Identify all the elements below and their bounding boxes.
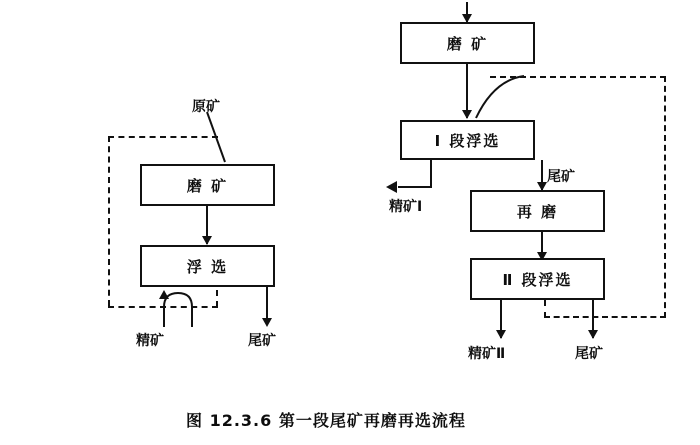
left-box-grind: 磨 矿	[140, 164, 275, 206]
right-arrow-conc2	[496, 330, 506, 339]
right-dashed-bottom-stub	[544, 300, 546, 318]
right-dashed-bottom-horizontal	[544, 316, 666, 318]
right-box-grind: 磨 矿	[400, 22, 535, 64]
right-tail1-label: 尾矿	[547, 169, 575, 185]
left-tailing-label: 尾矿	[248, 333, 276, 349]
left-concentrate-label: 精矿	[136, 333, 164, 349]
right-conc1-down	[430, 160, 432, 188]
left-arrow-grind-float	[202, 236, 212, 245]
right-recycle-inflow-curve	[468, 74, 528, 122]
left-dashed-right-stub	[216, 290, 218, 307]
left-arrow-concentrate	[159, 290, 169, 299]
right-dashed-top-horizontal	[490, 76, 666, 78]
right-conc2-label: 精矿Ⅱ	[468, 346, 506, 362]
right-conc1-label: 精矿Ⅰ	[389, 199, 423, 215]
right-conc1-left	[398, 186, 431, 188]
right-arrow-tail2	[588, 330, 598, 339]
right-arrow-conc1	[386, 180, 402, 194]
left-dashed-bottom-horizontal	[108, 306, 218, 308]
right-box-regrind: 再 磨	[470, 190, 605, 232]
right-box-float1: Ⅰ 段浮选	[400, 120, 535, 160]
left-dashed-left-vertical	[108, 136, 110, 306]
left-feed-label: 原矿	[192, 99, 220, 115]
left-dashed-top-horizontal	[108, 136, 218, 138]
right-tail2-label: 尾矿	[575, 346, 603, 362]
right-dashed-right-vertical	[664, 76, 666, 318]
left-arrow-tailing	[262, 318, 272, 327]
right-box-float2: Ⅱ 段浮选	[470, 258, 605, 300]
figure-caption: 图 12.3.6 第一段尾矿再磨再选流程	[186, 411, 466, 430]
left-box-float: 浮 选	[140, 245, 275, 287]
